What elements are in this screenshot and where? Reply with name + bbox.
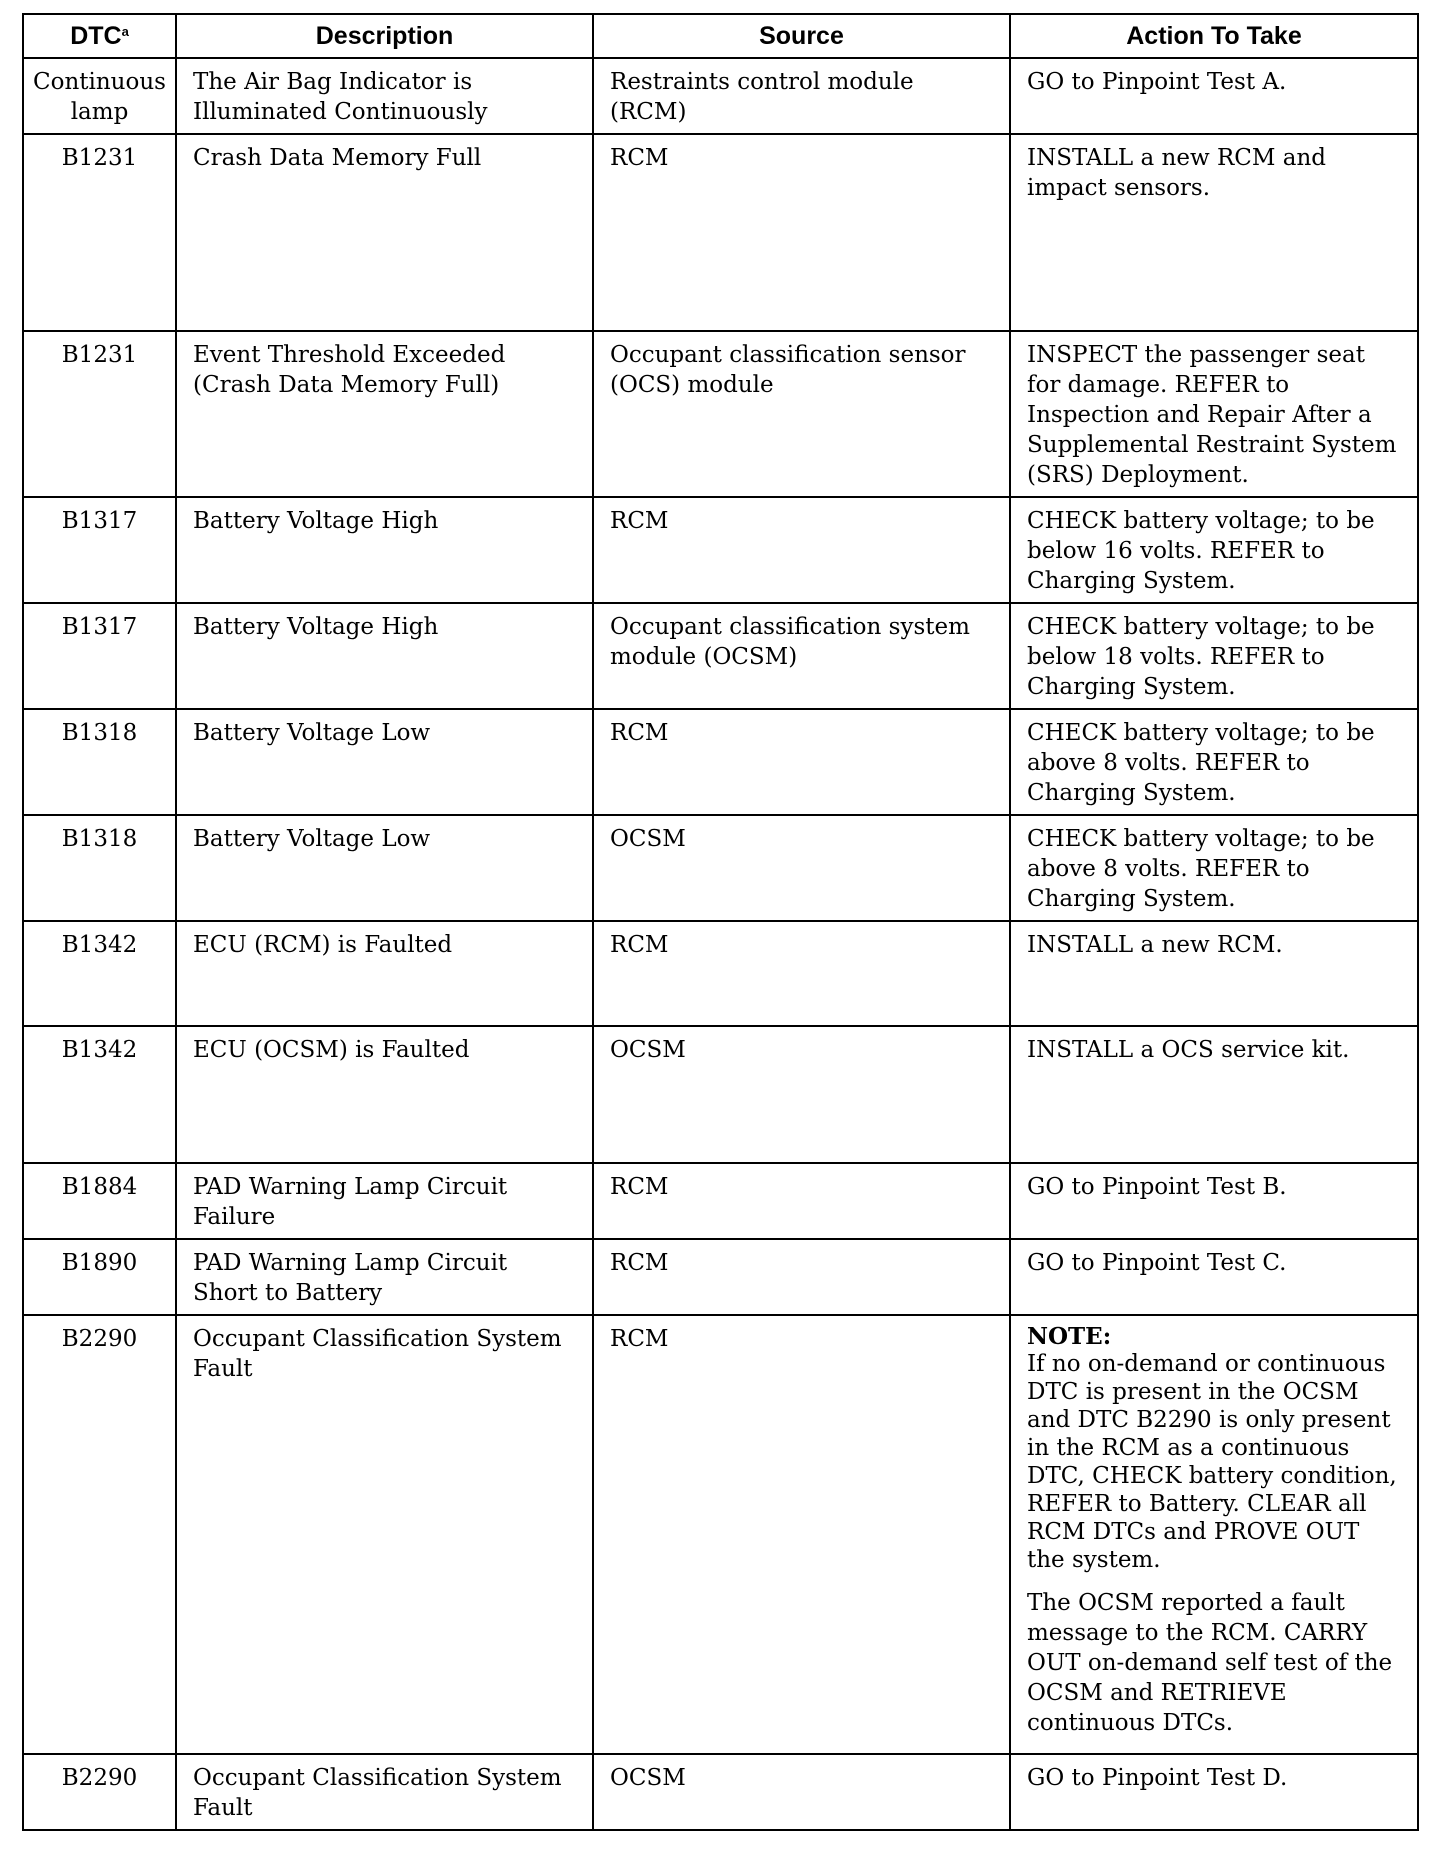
dtc-action: CHECK battery voltage; to be below 16 volts. REFER to Charging System.: [1010, 497, 1418, 603]
dtc-description: The Air Bag Indicator is Illuminated Continuously: [176, 58, 593, 134]
table-row: [23, 134, 1418, 331]
header-dtc-footnote: a: [121, 24, 129, 39]
table-row: [23, 815, 1418, 921]
dtc-source: OCSM: [593, 815, 1010, 921]
dtc-action: INSPECT the passenger seat for damage. REFER to Inspection and Repair After a Supplemental Restraint System (SRS) Deployment.: [1010, 331, 1418, 497]
dtc-code: B1317: [23, 603, 176, 709]
dtc-code: B1318: [23, 815, 176, 921]
table-row: [23, 1239, 1418, 1315]
dtc-code: B1317: [23, 497, 176, 603]
header-action: Action To Take: [1010, 14, 1418, 58]
table-row: [23, 603, 1418, 709]
table-row: [23, 1163, 1418, 1239]
table-row: [23, 1026, 1418, 1163]
dtc-description: Battery Voltage High: [176, 603, 593, 709]
dtc-table: [22, 13, 1419, 1831]
dtc-code: B1231: [23, 331, 176, 497]
table-row: [23, 709, 1418, 815]
header-source: Source: [593, 14, 1010, 58]
dtc-source: RCM: [593, 709, 1010, 815]
dtc-description: Battery Voltage Low: [176, 709, 593, 815]
dtc-code: B1231: [23, 134, 176, 331]
dtc-action: CHECK battery voltage; to be above 8 volts. REFER to Charging System.: [1010, 709, 1418, 815]
dtc-action: [1010, 1315, 1418, 1754]
dtc-action: GO to Pinpoint Test D.: [1010, 1754, 1418, 1830]
dtc-code: B1342: [23, 921, 176, 1026]
dtc-source: RCM: [593, 921, 1010, 1026]
dtc-description: Occupant Classification System Fault: [176, 1754, 593, 1830]
dtc-source: Restraints control module (RCM): [593, 58, 1010, 134]
dtc-source: OCSM: [593, 1754, 1010, 1830]
table-row: [23, 1754, 1418, 1830]
action-paragraph: The OCSM reported a fault message to the RCM. CARRY OUT on-demand self test of the OCSM and RETRIEVE continuous DTCs.: [1027, 1590, 1393, 1736]
dtc-code: B1890: [23, 1239, 176, 1315]
table-header-row: [23, 14, 1418, 58]
dtc-action: INSTALL a OCS service kit.: [1010, 1026, 1418, 1163]
note-label: NOTE:: [1027, 1323, 1112, 1350]
dtc-source: OCSM: [593, 1026, 1010, 1163]
header-dtc: DTC$^a$: [23, 14, 176, 58]
dtc-source: RCM: [593, 1163, 1010, 1239]
dtc-code: B2290: [23, 1754, 176, 1830]
dtc-code: B1342: [23, 1026, 176, 1163]
dtc-description: Occupant Classification System Fault: [176, 1315, 593, 1754]
table-row: [23, 497, 1418, 603]
dtc-description: Battery Voltage High: [176, 497, 593, 603]
dtc-description: ECU (RCM) is Faulted: [176, 921, 593, 1026]
dtc-code: Continuous lamp: [23, 58, 176, 134]
dtc-description: PAD Warning Lamp Circuit Short to Battery: [176, 1239, 593, 1315]
dtc-action: GO to Pinpoint Test A.: [1010, 58, 1418, 134]
table-row: [23, 331, 1418, 497]
dtc-source: RCM: [593, 497, 1010, 603]
dtc-description: ECU (OCSM) is Faulted: [176, 1026, 593, 1163]
dtc-code: B2290: [23, 1315, 176, 1754]
note-text: If no on-demand or continuous DTC is present in the OCSM and DTC B2290 is only present in the RCM as a continuous DTC, CHECK battery condition, REFER to Battery. CLEAR all RCM DTCs and PROVE OUT the system.: [1027, 1351, 1397, 1573]
dtc-description: PAD Warning Lamp Circuit Failure: [176, 1163, 593, 1239]
dtc-code: B1884: [23, 1163, 176, 1239]
dtc-action: GO to Pinpoint Test B.: [1010, 1163, 1418, 1239]
dtc-action: INSTALL a new RCM.: [1010, 921, 1418, 1026]
dtc-action: CHECK battery voltage; to be above 8 volts. REFER to Charging System.: [1010, 815, 1418, 921]
dtc-source: Occupant classification sensor (OCS) module: [593, 331, 1010, 497]
dtc-source: RCM: [593, 1239, 1010, 1315]
dtc-action: CHECK battery voltage; to be below 18 volts. REFER to Charging System.: [1010, 603, 1418, 709]
table-row: [23, 58, 1418, 134]
dtc-source: RCM: [593, 1315, 1010, 1754]
dtc-code: B1318: [23, 709, 176, 815]
table-row: [23, 1315, 1418, 1754]
dtc-description: Battery Voltage Low: [176, 815, 593, 921]
dtc-action: GO to Pinpoint Test C.: [1010, 1239, 1418, 1315]
dtc-source: RCM: [593, 134, 1010, 331]
dtc-description: Crash Data Memory Full: [176, 134, 593, 331]
table-row: [23, 921, 1418, 1026]
dtc-source: Occupant classification system module (OCSM): [593, 603, 1010, 709]
header-description: Description: [176, 14, 593, 58]
dtc-description: Event Threshold Exceeded (Crash Data Memory Full): [176, 331, 593, 497]
dtc-action: INSTALL a new RCM and impact sensors.: [1010, 134, 1418, 331]
